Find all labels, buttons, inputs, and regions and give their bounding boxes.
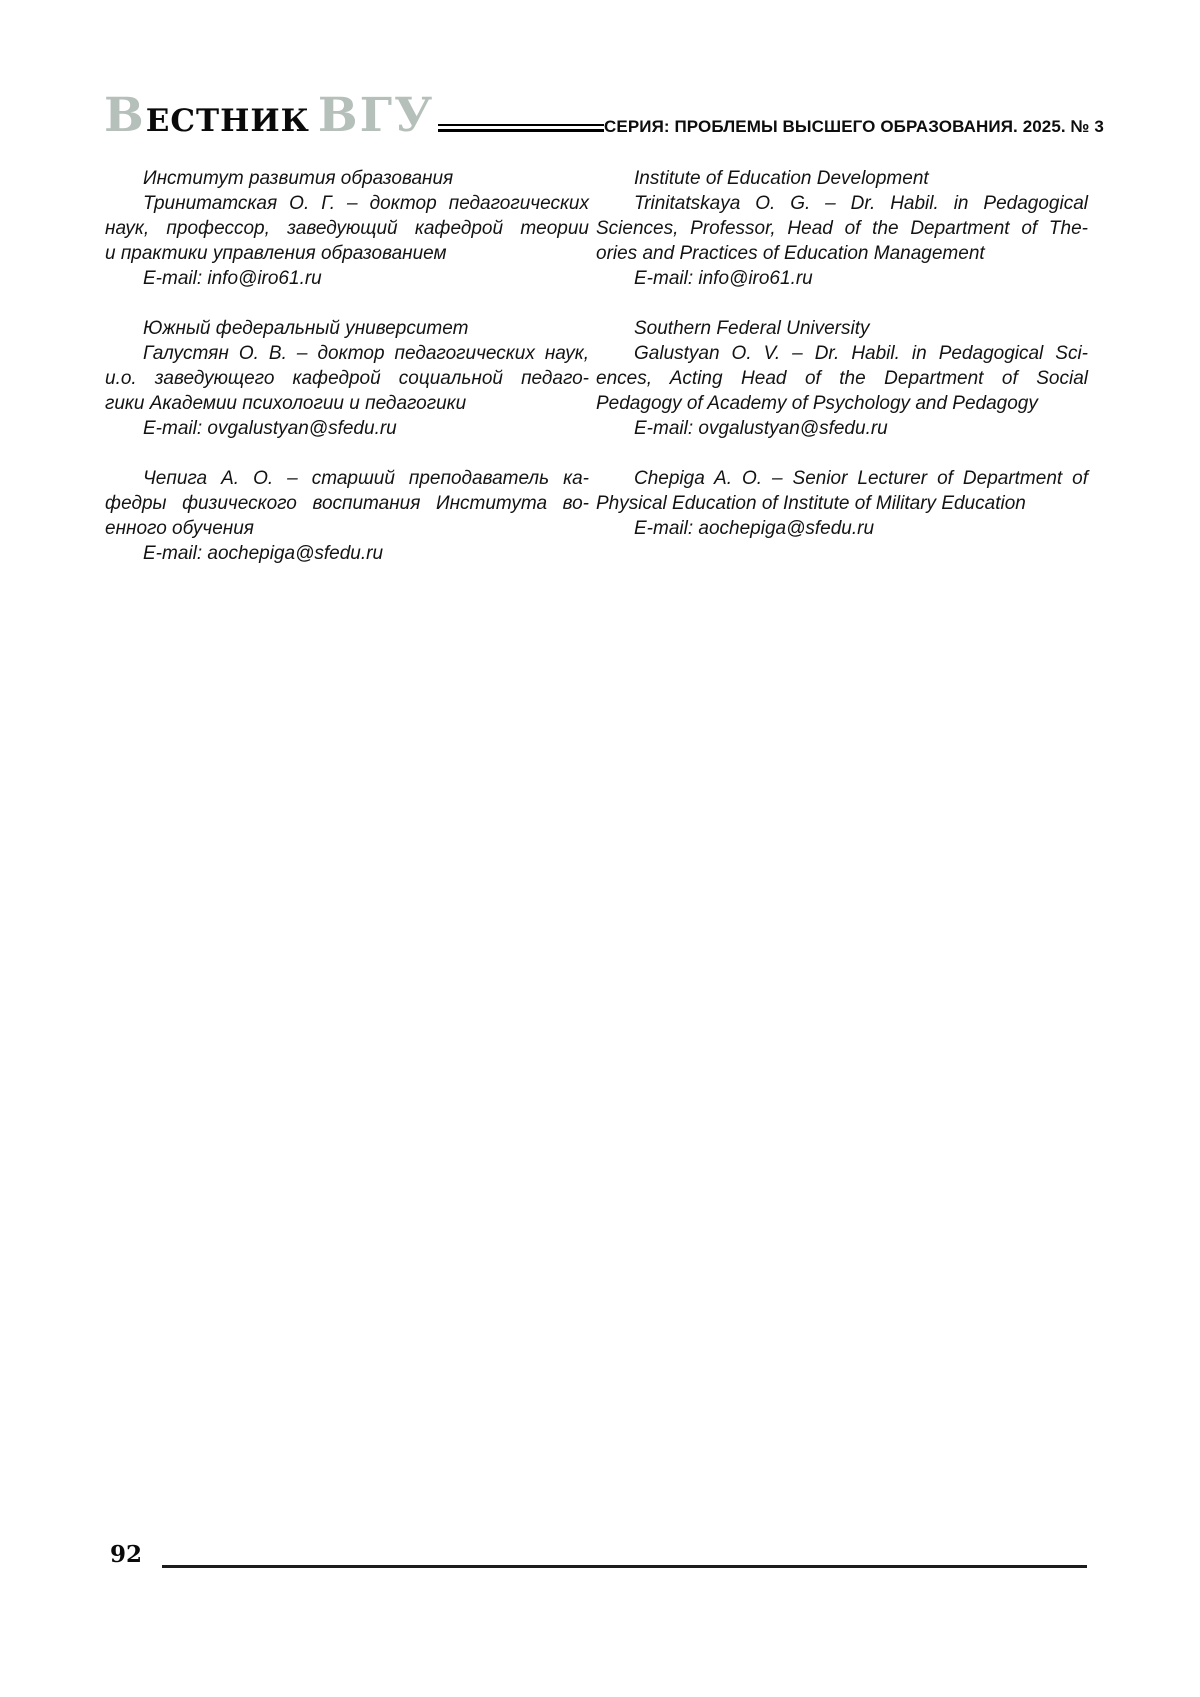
- page-number: 92: [110, 1541, 143, 1568]
- email-line: E-mail: aochepiga@sfedu.ru: [143, 543, 384, 564]
- text-line: Galustyan O. V. – Dr. Habil. in Pedagogical Sci-: [634, 343, 1088, 364]
- text-line: Southern Federal University: [634, 318, 870, 339]
- text-line: Галустян О. В. – доктор педагогических наук,: [143, 343, 589, 364]
- author-block: [105, 316, 589, 441]
- email-line: E-mail: aochepiga@sfedu.ru: [634, 518, 875, 539]
- text-line: Pedagogy of Academy of Psychology and Pedagogy: [596, 393, 1038, 414]
- column-english: [596, 166, 1088, 566]
- logo-word-rest: ЕСТНИК: [145, 103, 310, 139]
- logo-acronym: ВГУ: [317, 88, 435, 143]
- text-line: енного обучения: [105, 518, 254, 539]
- text-line: ories and Practices of Education Management: [596, 243, 985, 264]
- email-line: E-mail: info@iro61.ru: [143, 268, 322, 289]
- author-block: [596, 466, 1088, 541]
- series-title: СЕРИЯ: ПРОБЛЕМЫ ВЫСШЕГО ОБРАЗОВАНИЯ. 2025. № 3: [604, 117, 1104, 136]
- text-line: Чепига А. О. – старший преподаватель ка-: [143, 468, 589, 489]
- text-line: гики Академии психологии и педагогики: [105, 393, 467, 414]
- text-line: Институт развития образования: [143, 168, 454, 189]
- email-line: E-mail: ovgalustyan@sfedu.ru: [634, 418, 888, 439]
- header-double-rule: [438, 124, 604, 132]
- text-line: Тринитатская О. Г. – доктор педагогических: [143, 193, 589, 214]
- footer-rule: [162, 1565, 1087, 1568]
- author-block: [596, 166, 1088, 291]
- text-line: Trinitatskaya O. G. – Dr. Habil. in Pedagogical: [634, 193, 1088, 214]
- email-line: E-mail: ovgalustyan@sfedu.ru: [143, 418, 397, 439]
- logo-initial-letter: В: [104, 88, 146, 143]
- journal-logo: [104, 88, 435, 143]
- author-block: [105, 166, 589, 291]
- text-line: ences, Acting Head of the Department of Social: [596, 368, 1088, 389]
- text-line: и.о. заведующего кафедрой социальной педаго-: [105, 368, 589, 389]
- text-line: Physical Education of Institute of Military Education: [596, 493, 1026, 514]
- text-line: и практики управления образованием: [105, 243, 447, 264]
- text-line: Sciences, Professor, Head of the Department of The-: [596, 218, 1088, 239]
- text-line: Chepiga A. O. – Senior Lecturer of Department of: [634, 468, 1088, 489]
- column-russian: [105, 166, 589, 591]
- email-line: E-mail: info@iro61.ru: [634, 268, 813, 289]
- text-line: Institute of Education Development: [634, 168, 929, 189]
- text-line: федры физического воспитания Института во-: [105, 493, 589, 514]
- author-block: [105, 466, 589, 566]
- journal-header: [104, 88, 1104, 143]
- author-block: [596, 316, 1088, 441]
- text-line: наук, профессор, заведующий кафедрой теории: [105, 218, 589, 239]
- text-line: Южный федеральный университет: [143, 318, 469, 339]
